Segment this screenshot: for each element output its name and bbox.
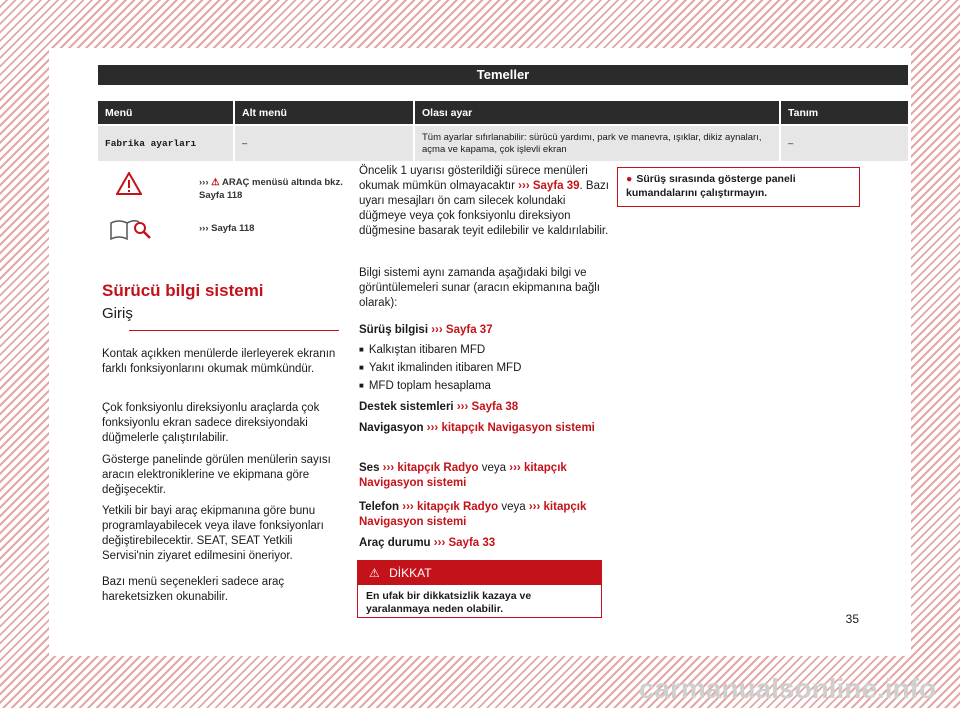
sound-label: Ses xyxy=(359,462,380,474)
table-cell-submenu: – xyxy=(234,125,414,161)
driving-note-box xyxy=(617,167,860,207)
page-number: 35 xyxy=(845,612,859,626)
arrow-icon: ››› xyxy=(518,180,530,192)
page-link[interactable]: kitapçık Navigasyon sistemi xyxy=(359,462,567,489)
mid-paragraph-2: Bilgi sistemi aynı zamanda aşağıdaki bilgi ve görüntülemeleri sunar (aracın ekipmanına bağlı olarak): xyxy=(359,267,600,309)
arrow-icon: ››› xyxy=(402,501,414,513)
left-paragraph: Gösterge panelinde görülen menülerin sayısı aracın elektroniklerine ve ekipmana göre değişecektir. xyxy=(102,454,331,496)
list-item: ■ MFD toplam hesaplama xyxy=(359,378,609,394)
table-cell-definition: – xyxy=(780,125,908,161)
note-link-2[interactable]: Sayfa 118 xyxy=(211,223,255,234)
settings-table xyxy=(98,101,908,161)
book-magnifier-icon xyxy=(109,219,153,241)
table-header-cell: Tanım xyxy=(780,101,908,125)
left-paragraph: Bazı menü seçenekleri sadece araç hareketsizken okunabilir. xyxy=(102,576,285,603)
section-subtitle: Giriş xyxy=(102,305,133,322)
driving-info-line xyxy=(359,323,609,338)
nav-label: Navigasyon xyxy=(359,422,424,434)
warning-triangle-icon: ⚠ xyxy=(369,566,380,580)
support-label: Destek sistemleri xyxy=(359,401,454,413)
caution-header xyxy=(358,561,601,585)
page-link[interactable]: Sayfa 38 xyxy=(471,401,519,413)
arrow-icon: ››› xyxy=(382,462,395,474)
list-item: ■ Kalkıştan itibaren MFD xyxy=(359,342,609,358)
table-header-cell: Menü xyxy=(98,101,234,125)
note-text-2 xyxy=(199,223,254,234)
mid-paragraph-1 xyxy=(359,164,609,239)
page-header: Temeller xyxy=(98,65,908,85)
driving-note-text: Sürüş sırasında gösterge paneli kumandalarını çalıştırmayın. xyxy=(626,173,796,199)
caution-title: DİKKAT xyxy=(389,566,432,580)
page-link[interactable]: kitapçık Radyo xyxy=(416,501,499,513)
caution-box xyxy=(357,560,602,618)
page-link[interactable]: Sayfa 37 xyxy=(445,324,493,336)
table-header-row xyxy=(98,101,908,125)
mid-text: . Bazı uyarı mesajları ön cam silecek kolundaki düğmeye veya çok fonksiyonlu direksiyon düğmesine basarak teyit edilebilir ve kaldırılabilir. xyxy=(359,180,609,237)
sound-line xyxy=(359,461,609,491)
page-link[interactable]: Sayfa 33 xyxy=(448,537,496,549)
vehicle-label: Araç durumu xyxy=(359,537,431,549)
arrow-icon: ››› xyxy=(199,177,209,188)
phone-line xyxy=(359,500,609,530)
or-text: veya xyxy=(481,462,507,474)
warning-triangle-icon xyxy=(116,172,142,195)
arrow-icon: ››› xyxy=(456,401,469,413)
navigation-line xyxy=(359,421,609,436)
arrow-icon: ››› xyxy=(426,422,439,434)
arrow-icon: ››› xyxy=(199,223,209,234)
reference-notebox xyxy=(98,166,343,241)
vehicle-status-line xyxy=(359,536,609,551)
page-link[interactable]: kitapçık Radyo xyxy=(397,462,479,474)
or-text: veya xyxy=(501,501,526,513)
left-paragraph: Çok fonksiyonlu direksiyonlu araçlarda çok fonksiyonlu ekran sadece direksiyondaki düğmelerle çalıştırılabilir. xyxy=(102,402,320,444)
driving-note xyxy=(618,168,859,204)
driving-label: Sürüş bilgisi xyxy=(359,324,429,336)
list-item: ■ Yakıt ikmalinden itibaren MFD xyxy=(359,360,609,376)
note-link-1[interactable]: ARAÇ menüsü altında bkz. Sayfa 118 xyxy=(199,177,343,201)
setting-line-1: Tüm ayarlar sıfırlanabilir: sürücü yardımı, park ve manevra, ışıklar, dikiz aynaları, xyxy=(422,131,762,143)
left-paragraph: Kontak açıkken menülerde ilerleyerek ekranın farklı fonksiyonlarını okumak mümkündür. xyxy=(102,348,336,375)
table-cell-setting xyxy=(414,125,780,161)
arrow-icon: ››› xyxy=(431,324,443,336)
caution-text: En ufak bir dikkatsizlik kazaya ve yaralanmaya neden olabilir. xyxy=(366,590,532,615)
mid-text: Öncelik 1 uyarısı gösterildiği sürece menüleri okumak mümkün olmayacaktır xyxy=(359,165,588,192)
table-row xyxy=(98,125,908,161)
section-title: Sürücü bilgi sistemi xyxy=(102,281,264,300)
arrow-icon: ››› xyxy=(433,537,446,549)
page-link[interactable]: kitapçık Navigasyon sistemi xyxy=(441,422,595,434)
arrow-icon: ››› xyxy=(528,501,541,513)
phone-label: Telefon xyxy=(359,501,400,513)
table-header-cell: Olası ayar xyxy=(414,101,780,125)
table-header-cell: Alt menü xyxy=(234,101,414,125)
subtitle-rule xyxy=(129,330,339,331)
page-link[interactable]: Sayfa 39 xyxy=(532,180,580,192)
bullet-dot-icon: ● xyxy=(626,173,633,185)
setting-line-2: açma ve kapama, çok işlevli ekran xyxy=(422,143,567,155)
support-line xyxy=(359,400,609,415)
page-link[interactable]: kitapçık Navigasyon sistemi xyxy=(359,501,587,528)
page xyxy=(49,48,911,656)
left-paragraph: Yetkili bir bayi araç ekipmanına göre bunu programlayabilecek veya ilave fonksiyonları değiştirebilecektir. SEAT, SEAT Yetkili Servisi'nin ziyaret edilmesini öneriyor. xyxy=(102,505,324,562)
note-text-1: ››› ⚠ ARAÇ menüsü altında bkz. Sayfa 118 xyxy=(199,177,343,201)
table-cell-menu: Fabrika ayarları xyxy=(98,125,234,161)
arrow-icon: ››› xyxy=(509,462,521,474)
watermark-text: carmanualsonline.info xyxy=(638,673,936,704)
